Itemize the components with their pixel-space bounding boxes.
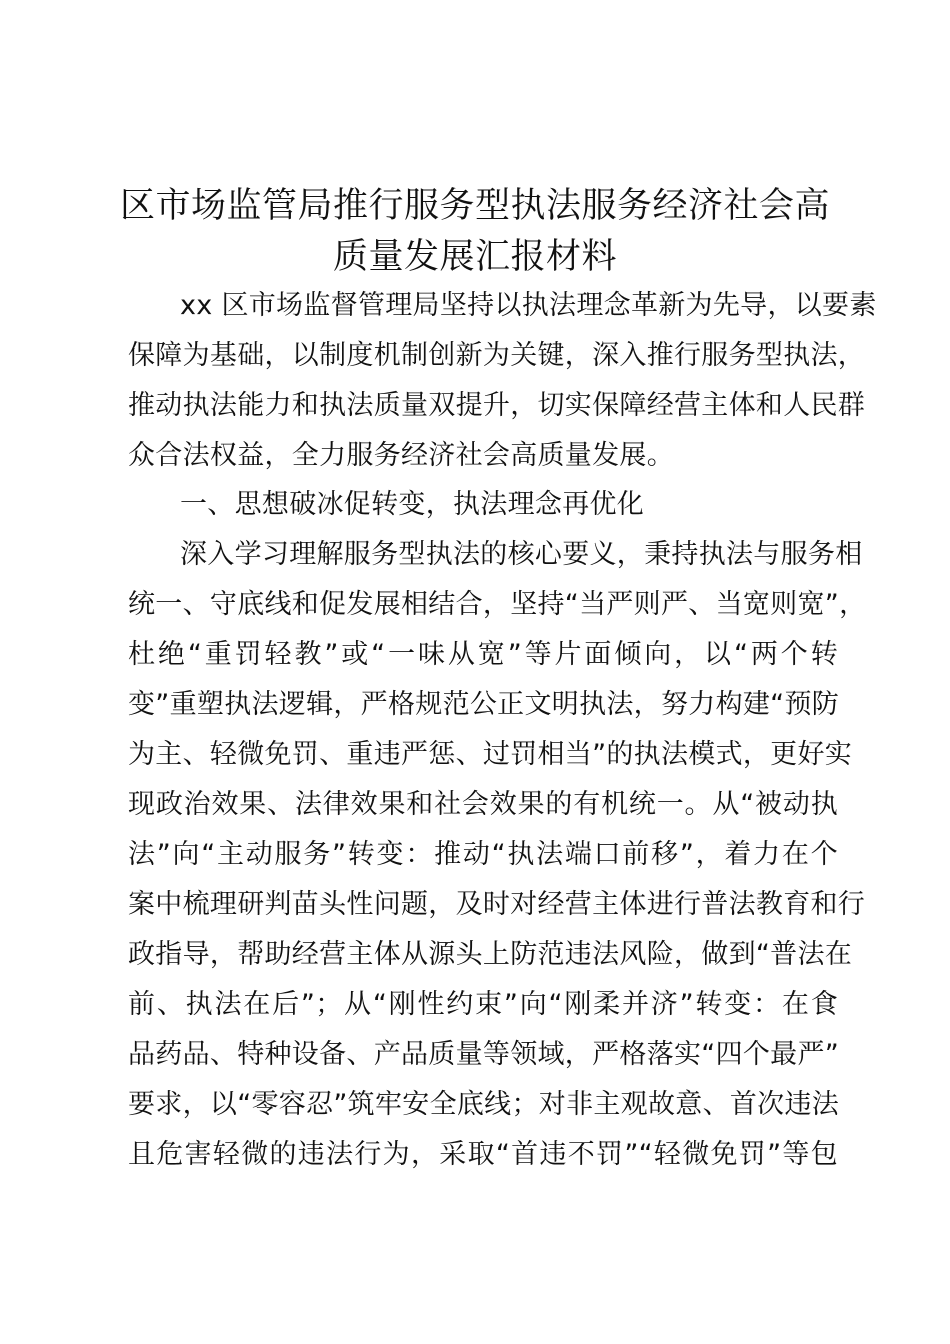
paragraph-line: 法”向“主动服务”转变：推动“执法端口前移”，着力在个 xyxy=(128,839,838,870)
paragraph-line: 前、执法在后”；从“刚性约束”向“刚柔并济”转变：在食 xyxy=(128,989,838,1020)
paragraph-line: 变”重塑执法逻辑，严格规范公正文明执法，努力构建“预防 xyxy=(128,689,840,720)
section-heading xyxy=(128,480,838,530)
document-title-line-2: 质量发展汇报材料 xyxy=(332,237,617,277)
paragraph-line: 案中梳理研判苗头性问题，及时对经营主体进行普法教育和行 xyxy=(128,889,866,920)
paragraph-line: 现政治效果、法律效果和社会效果的有机统一。从“被动执 xyxy=(128,789,838,820)
document-title-line-1: 区市场监管局推行服务型执法服务经济社会高 xyxy=(119,186,830,226)
intro-paragraph xyxy=(128,281,877,481)
section-heading-text: 一、思想破冰促转变，执法理念再优化 xyxy=(180,489,645,520)
paragraph-line: 推动执法能力和执法质量双提升，切实保障经营主体和人民群 xyxy=(128,390,866,421)
paragraph-line: xx 区市场监督管理局坚持以执法理念革新为先导，以要素 xyxy=(180,290,877,321)
paragraph-line: 杜绝“重罚轻教”或“一味从宽”等片面倾向，以“两个转 xyxy=(128,639,838,670)
paragraph-line: 为主、轻微免罚、重违严惩、过罚相当”的执法模式，更好实 xyxy=(128,739,853,770)
paragraph-line: 众合法权益，全力服务经济社会高质量发展。 xyxy=(128,440,674,471)
body-paragraph xyxy=(128,530,867,1180)
paragraph-line: 深入学习理解服务型执法的核心要义，秉持执法与服务相 xyxy=(180,539,863,570)
paragraph-line: 保障为基础，以制度机制创新为关键，深入推行服务型执法， xyxy=(128,340,866,371)
paragraph-line: 要求，以“零容忍”筑牢安全底线；对非主观故意、首次违法 xyxy=(128,1089,840,1120)
paragraph-line: 政指导，帮助经营主体从源头上防范违法风险，做到“普法在 xyxy=(128,939,853,970)
paragraph-line: 统一、守底线和促发展相结合，坚持“当严则严、当宽则宽”， xyxy=(128,589,867,620)
paragraph-line: 且危害轻微的违法行为，采取“首违不罚”“轻微免罚”等包 xyxy=(128,1139,838,1170)
paragraph-line: 品药品、特种设备、产品质量等领域，严格落实“四个最严” xyxy=(128,1039,840,1070)
